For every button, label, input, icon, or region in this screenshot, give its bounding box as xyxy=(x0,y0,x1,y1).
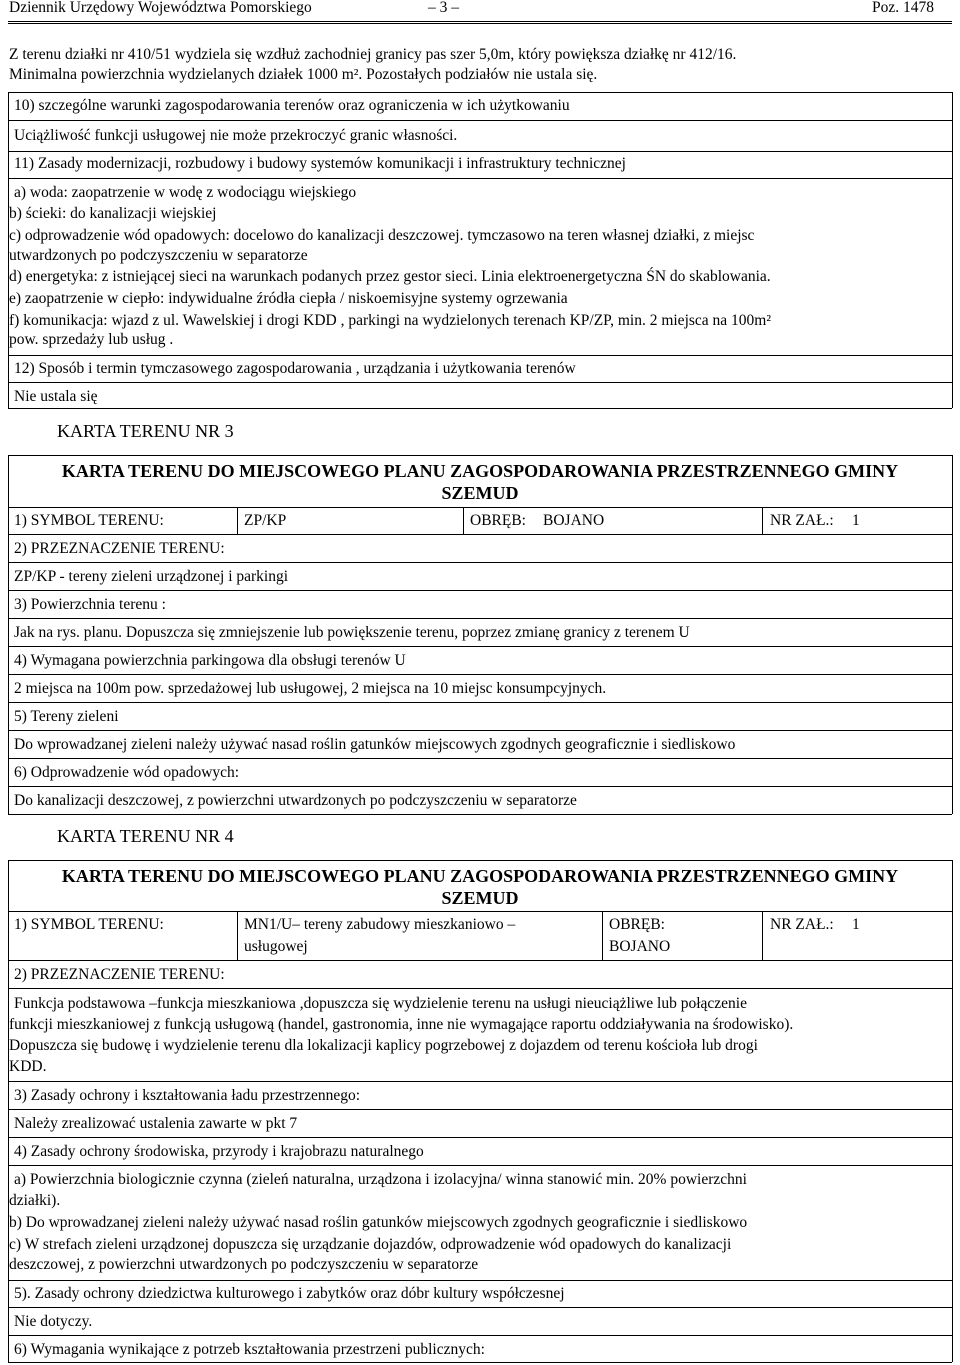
karta-4-purpose-line-2: funkcji mieszkaniowej z funkcją usługową (handel, gastronomia, inne nie wymagające raportu oddziaływania na środowisko). xyxy=(9,1016,794,1033)
intro-line-2: Minimalna powierzchnia wydzielanych działek 1000 m². Pozostałych podziałów nie ustala się. xyxy=(9,66,598,83)
karta-4-purpose-line-4: KDD. xyxy=(9,1058,47,1075)
divider xyxy=(8,1081,952,1082)
position-number: Poz. 1478 xyxy=(872,0,934,16)
karta-3-area-value: Jak na rys. planu. Dopuszcza się zmniejszenie lub powiększenie terenu, poprzez zmianę granicy z terenem U xyxy=(14,624,690,641)
karta-3-green-label: 5) Tereny zieleni xyxy=(14,708,119,725)
table-right-border xyxy=(952,860,953,1362)
divider xyxy=(8,151,952,152)
s11-communication-2: pow. sprzedaży lub usług . xyxy=(9,331,174,348)
table-border xyxy=(8,960,952,961)
karta-3-label: KARTA TERENU NR 3 xyxy=(57,421,234,441)
karta-4-symbol-label: 1) SYMBOL TERENU: xyxy=(14,916,164,933)
karta-4-purpose-line-1: Funkcja podstawowa –funkcja mieszkaniowa ,dopuszcza się wydzielenie terenu na usługi nieuciążliwe lub połączenie xyxy=(14,995,747,1012)
karta-4-nrzal-value: 1 xyxy=(852,916,860,933)
divider xyxy=(8,92,952,93)
section-12-heading: 12) Sposób i termin tymczasowego zagospodarowania , urządzania i użytkowania terenów xyxy=(14,360,576,377)
karta-4-symbol-value-2: usługowej xyxy=(244,938,308,955)
karta-4-purpose-line-3: Dopuszcza się budowę i wydzielenie terenu dla lokalizacji kaplicy pogrzebowej z dojazdem od terenu kościoła lub drogi xyxy=(9,1037,758,1054)
karta-3-parking-value: 2 miejsca na 100m pow. sprzedażowej lub usługowej, 2 miejsca na 10 miejsc konsumpcyjnych. xyxy=(14,680,607,697)
karta-4-environment-label: 4) Zasady ochrony środowiska, przyrody i krajobrazu naturalnego xyxy=(14,1143,424,1160)
karta-4-order-label: 3) Zasady ochrony i kształtowania ładu przestrzennego: xyxy=(14,1087,361,1104)
journal-title: Dziennik Urzędowy Województwa Pomorskiego xyxy=(9,0,312,16)
karta-4-obreb-label: OBRĘB: xyxy=(609,916,665,933)
karta-3-obreb-value: BOJANO xyxy=(543,512,605,529)
divider xyxy=(8,178,952,179)
intro-line-1: Z terenu działki nr 410/51 wydziela się wzdłuż zachodniej granicy pas szer 5,0m, który powiększa działkę nr 412/16. xyxy=(9,46,737,63)
divider xyxy=(8,1362,952,1363)
karta-4-symbol-value-1: MN1/U– tereny zabudowy mieszkaniowo – xyxy=(244,916,516,933)
table-border xyxy=(8,911,952,912)
karta-4-title: KARTA TERENU DO MIEJSCOWEGO PLANU ZAGOSPODAROWANIA PRZESTRZENNEGO GMINY xyxy=(61,866,899,886)
karta-4-heritage-label: 5). Zasady ochrony dziedzictwa kulturowego i zabytków oraz dóbr kultury współczesnej xyxy=(14,1285,565,1302)
header-rule xyxy=(8,21,952,24)
table-left-border xyxy=(8,455,9,814)
karta-3-symbol-value: ZP/KP xyxy=(244,512,287,529)
divider xyxy=(8,1335,952,1336)
karta-4-purpose-label: 2) PRZEZNACZENIE TERENU: xyxy=(14,966,225,983)
divider xyxy=(8,590,952,591)
karta-4-nrzal-label: NR ZAŁ.: xyxy=(770,916,834,933)
karta-4-obreb-value: BOJANO xyxy=(609,938,671,955)
karta-4-title-gmina: SZEMUD xyxy=(441,888,519,908)
section-10-heading: 10) szczególne warunki zagospodarowania terenów oraz ograniczenia w ich użytkowaniu xyxy=(14,97,570,114)
divider xyxy=(8,646,952,647)
cell-divider xyxy=(463,507,464,534)
karta-3-parking-label: 4) Wymagana powierzchnia parkingowa dla obsługi terenów U xyxy=(14,652,406,669)
cell-divider xyxy=(602,911,603,960)
karta-4-env-b: b) Do wprowadzanej zieleni należy używać nasad roślin gatunków miejscowych zgodnych geograficznie i siedliskowo xyxy=(9,1214,748,1231)
divider xyxy=(8,988,952,989)
table-border xyxy=(8,507,952,508)
divider xyxy=(8,355,952,356)
karta-3-title: KARTA TERENU DO MIEJSCOWEGO PLANU ZAGOSPODAROWANIA PRZESTRZENNEGO GMINY xyxy=(61,461,899,481)
karta-3-obreb-label: OBRĘB: xyxy=(470,512,526,529)
karta-3-purpose-symbol: ZP/KP xyxy=(14,568,56,585)
s11-rainwater-2: utwardzonych po podczyszczeniu w separatorze xyxy=(9,247,308,264)
s11-rainwater-1: c) odprowadzenie wód opadowych: docelowo do kanalizacji deszczowej. tymczasowo na teren własnej działki, z miejsc xyxy=(9,227,755,244)
divider xyxy=(8,702,952,703)
section-right-border xyxy=(952,92,953,408)
section-11-heading: 11) Zasady modernizacji, rozbudowy i budowy systemów komunikacji i infrastruktury technicznej xyxy=(14,155,626,172)
divider xyxy=(8,1307,952,1308)
section-12-text: Nie ustala się xyxy=(14,388,98,405)
section-left-border xyxy=(8,92,9,408)
karta-3-purpose-value xyxy=(14,567,288,586)
table-right-border xyxy=(952,455,953,814)
karta-3-symbol-label: 1) SYMBOL TERENU: xyxy=(14,512,164,529)
s11-communication-1: f) komunikacja: wjazd z ul. Wawelskiej i drogi KDD , parkingi na wydzielonych terenach KP/ZP, min. 2 miejsca na 100m² xyxy=(9,312,771,329)
s11-sewage: b) ścieki: do kanalizacji wiejskiej xyxy=(9,205,217,222)
karta-3-area-label: 3) Powierzchnia terenu : xyxy=(14,596,166,613)
s11-energy: d) energetyka: z istniejącej sieci na warunkach podanych przez gestor sieci. Linia elektroenergetyczna ŚN do skablowania. xyxy=(9,268,771,285)
divider xyxy=(8,1109,952,1110)
karta-3-purpose-desc: - tereny zieleni urządzonej i parkingi xyxy=(55,568,289,585)
cell-divider xyxy=(762,911,763,960)
karta-4-env-c-1: c) W strefach zieleni urządzonej dopuszcza się urządzanie dojazdów, odprowadzenie wód opadowych do kanalizacji xyxy=(9,1236,732,1253)
divider xyxy=(8,758,952,759)
karta-4-env-a-1: a) Powierzchnia biologicznie czynna (zieleń naturalna, urządzona i izolacyjna/ winna stanowić min. 20% powierzchni xyxy=(14,1171,747,1188)
karta-4-env-c-2: deszczowej, z powierzchni utwardzonych po podczyszczeniu w separatorze xyxy=(9,1256,479,1273)
cell-divider xyxy=(237,507,238,534)
section-10-text: Uciążliwość funkcji usługowej nie może przekroczyć granic własności. xyxy=(14,127,458,144)
table-border xyxy=(8,455,952,456)
divider xyxy=(8,730,952,731)
karta-3-nrzal-value: 1 xyxy=(852,512,860,529)
divider xyxy=(8,120,952,121)
karta-3-rainwater-value: Do kanalizacji deszczowej, z powierzchni utwardzonych po podczyszczeniu w separatorze xyxy=(14,792,577,809)
karta-4-heritage-value: Nie dotyczy. xyxy=(14,1313,93,1330)
s11-heating: e) zaopatrzenie w ciepło: indywidualne źródła ciepła / niskoemisyjne systemy ogrzewania xyxy=(9,290,568,307)
karta-3-green-value: Do wprowadzanej zieleni należy używać nasad roślin gatunków miejscowych zgodnych geograficznie i siedliskowo xyxy=(14,736,736,753)
divider xyxy=(8,408,952,409)
karta-3-rainwater-label: 6) Odprowadzenie wód opadowych: xyxy=(14,764,240,781)
divider xyxy=(8,674,952,675)
divider xyxy=(8,618,952,619)
karta-3-title-gmina: SZEMUD xyxy=(441,483,519,503)
divider xyxy=(8,786,952,787)
divider xyxy=(8,562,952,563)
cell-divider xyxy=(762,507,763,534)
karta-4-label: KARTA TERENU NR 4 xyxy=(57,826,234,846)
karta-3-purpose-label: 2) PRZEZNACZENIE TERENU: xyxy=(14,540,225,557)
cell-divider xyxy=(237,911,238,960)
divider xyxy=(8,1280,952,1281)
karta-4-order-value: Należy zrealizować ustalenia zawarte w pkt 7 xyxy=(14,1115,298,1132)
karta-3-nrzal-label: NR ZAŁ.: xyxy=(770,512,834,529)
karta-4-env-a-2: działki). xyxy=(9,1192,61,1209)
divider xyxy=(8,382,952,383)
s11-water: a) woda: zaopatrzenie w wodę z wodociągu wiejskiego xyxy=(14,184,357,201)
table-left-border xyxy=(8,860,9,1362)
divider xyxy=(8,1165,952,1166)
table-border xyxy=(8,860,952,861)
divider xyxy=(8,1137,952,1138)
page-number: – 3 – xyxy=(428,0,459,16)
karta-4-public-space-label: 6) Wymagania wynikające z potrzeb kształtowania przestrzeni publicznych: xyxy=(14,1341,485,1358)
table-border xyxy=(8,534,952,535)
table-border xyxy=(8,814,952,815)
